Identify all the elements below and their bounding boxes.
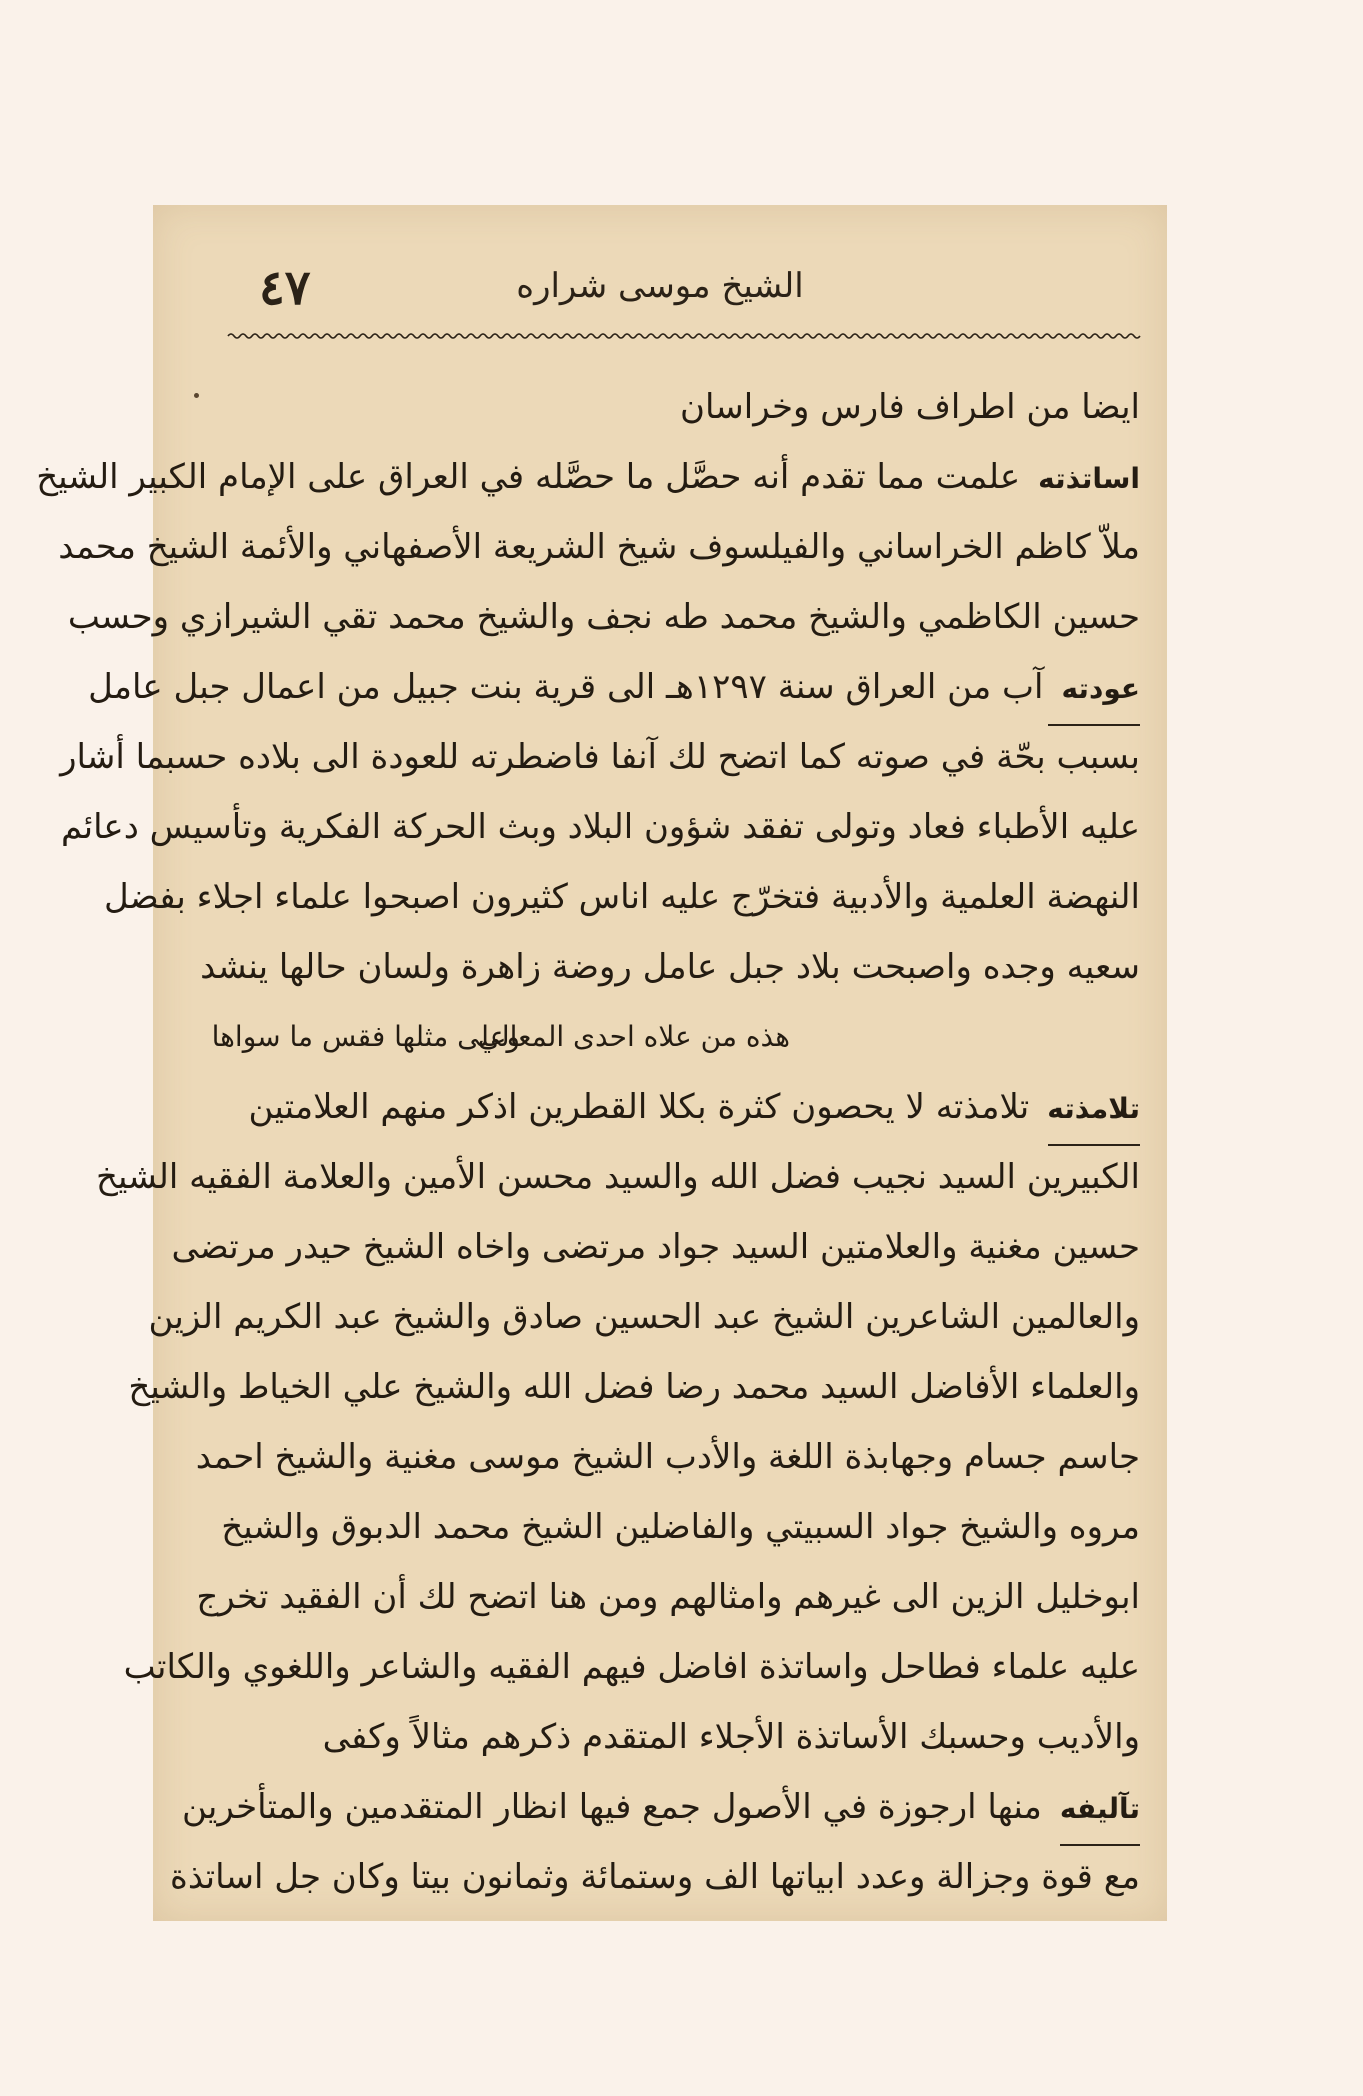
text-line-2 (36, 442, 1140, 512)
heading-underline (1048, 724, 1140, 726)
text-line-6 (60, 722, 1140, 792)
line-text: آب من العراق سنة ١٢٩٧هـ الى قرية بنت جبيل من اعمال جبل عامل (88, 667, 1044, 707)
line-text: مع قوة وجزالة وعدد ابياتها الف وستمائة وثمانون بيتا وكان جل اساتذة (170, 1857, 1140, 1897)
line-text: والأديب وحسبك الأساتذة الأجلاء المتقدم ذكرهم مثالاً وكفى (322, 1717, 1140, 1757)
line-text: والعلماء الأفاضل السيد محمد رضا فضل الله والشيخ علي الخياط والشيخ (128, 1367, 1140, 1407)
marginal-heading-teachers: اساتذته (1038, 462, 1140, 495)
line-text: حسين مغنية والعلامتين السيد جواد مرتضى واخاه الشيخ حيدر مرتضى (171, 1227, 1140, 1267)
text-line-3 (58, 512, 1140, 582)
line-text: بسبب بحّة في صوته كما اتضح لك آنفا فاضطرته للعودة الى بلاده حسبما أشار (60, 737, 1140, 777)
line-text: ايضا من اطراف فارس وخراسان (679, 387, 1140, 427)
running-title: الشيخ موسى شراره (516, 266, 804, 306)
line-text: النهضة العلمية والأدبية فتخرّج عليه اناس كثيرون اصبحوا علماء اجلاء بفضل (103, 877, 1140, 917)
heading-underline (1048, 1144, 1140, 1146)
marginal-heading-works: تآليفه (1059, 1792, 1140, 1825)
line-text: ابوخليل الزين الى غيرهم وامثالهم ومن هنا اتضح لك أن الفقيد تخرج (196, 1577, 1140, 1617)
text-line-14 (128, 1352, 1140, 1422)
line-text: عليه علماء فطاحل واساتذة افاضل فيهم الفقيه والشاعر واللغوي والكاتب (123, 1647, 1140, 1687)
text-line-19 (230, 1702, 1140, 1772)
text-line-5 (88, 652, 1140, 722)
text-line-20 (182, 1772, 1140, 1842)
poem-verse (211, 1002, 1140, 1072)
text-line-21 (170, 1842, 1140, 1912)
text-line-4 (67, 582, 1140, 652)
text-line-1 (230, 372, 1140, 442)
line-text: والعالمين الشاعرين الشيخ عبد الحسين صادق والشيخ عبد الكريم الزين (148, 1297, 1140, 1337)
text-line-10 (230, 1072, 1140, 1142)
text-line-16 (221, 1492, 1140, 1562)
line-text: حسين الكاظمي والشيخ محمد طه نجف والشيخ محمد تقي الشيرازي وحسب (67, 597, 1140, 637)
text-line-13 (148, 1282, 1140, 1352)
line-text: علمت مما تقدم أنه حصَّل ما حصَّله في العراق على الإمام الكبير الشيخ (36, 457, 1021, 497)
line-text: الكبيرين السيد نجيب فضل الله والسيد محسن الأمين والعلامة الفقيه الشيخ (96, 1157, 1140, 1197)
marginal-heading-return: عودته (1061, 672, 1140, 705)
line-text: ملاّ كاظم الخراساني والفيلسوف شيخ الشريعة الأصفهاني والأئمة الشيخ محمد (58, 527, 1140, 567)
text-line-15 (195, 1422, 1140, 1492)
text-line-7 (60, 792, 1140, 862)
line-text: تلامذته لا يحصون كثرة بكلا القطرين اذكر منهم العلامتين (248, 1087, 1030, 1127)
ink-speck (194, 393, 199, 398)
text-line-11 (96, 1142, 1140, 1212)
line-text: سعيه وجده واصبحت بلاد جبل عامل روضة زاهرة ولسان حالها ينشد (200, 947, 1140, 987)
heading-underline (1060, 1844, 1140, 1846)
text-line-9 (200, 932, 1140, 1002)
text-line-8 (103, 862, 1140, 932)
verse-second-hemistich: وعلى مثلها فقس ما سواها (211, 1020, 520, 1053)
line-text: عليه الأطباء فعاد وتولى تفقد شؤون البلاد وبث الحركة الفكرية وتأسيس دعائم (60, 807, 1140, 847)
line-text: منها ارجوزة في الأصول جمع فيها انظار المتقدمين والمتأخرين (182, 1787, 1042, 1827)
line-text: جاسم جسام وجهابذة اللغة والأدب الشيخ موسى مغنية والشيخ احمد (195, 1437, 1140, 1477)
text-line-18 (123, 1632, 1140, 1702)
text-line-12 (171, 1212, 1140, 1282)
verse-first-hemistich: هذه من علاه احدى المعالي (477, 1020, 790, 1053)
line-text: مروه والشيخ جواد السبيتي والفاضلين الشيخ محمد الدبوق والشيخ (221, 1507, 1140, 1547)
marginal-heading-students: تلامذته (1047, 1092, 1140, 1125)
page-number: ٤٧ (259, 260, 311, 316)
text-line-17 (196, 1562, 1140, 1632)
header-wavy-rule (228, 332, 1140, 340)
